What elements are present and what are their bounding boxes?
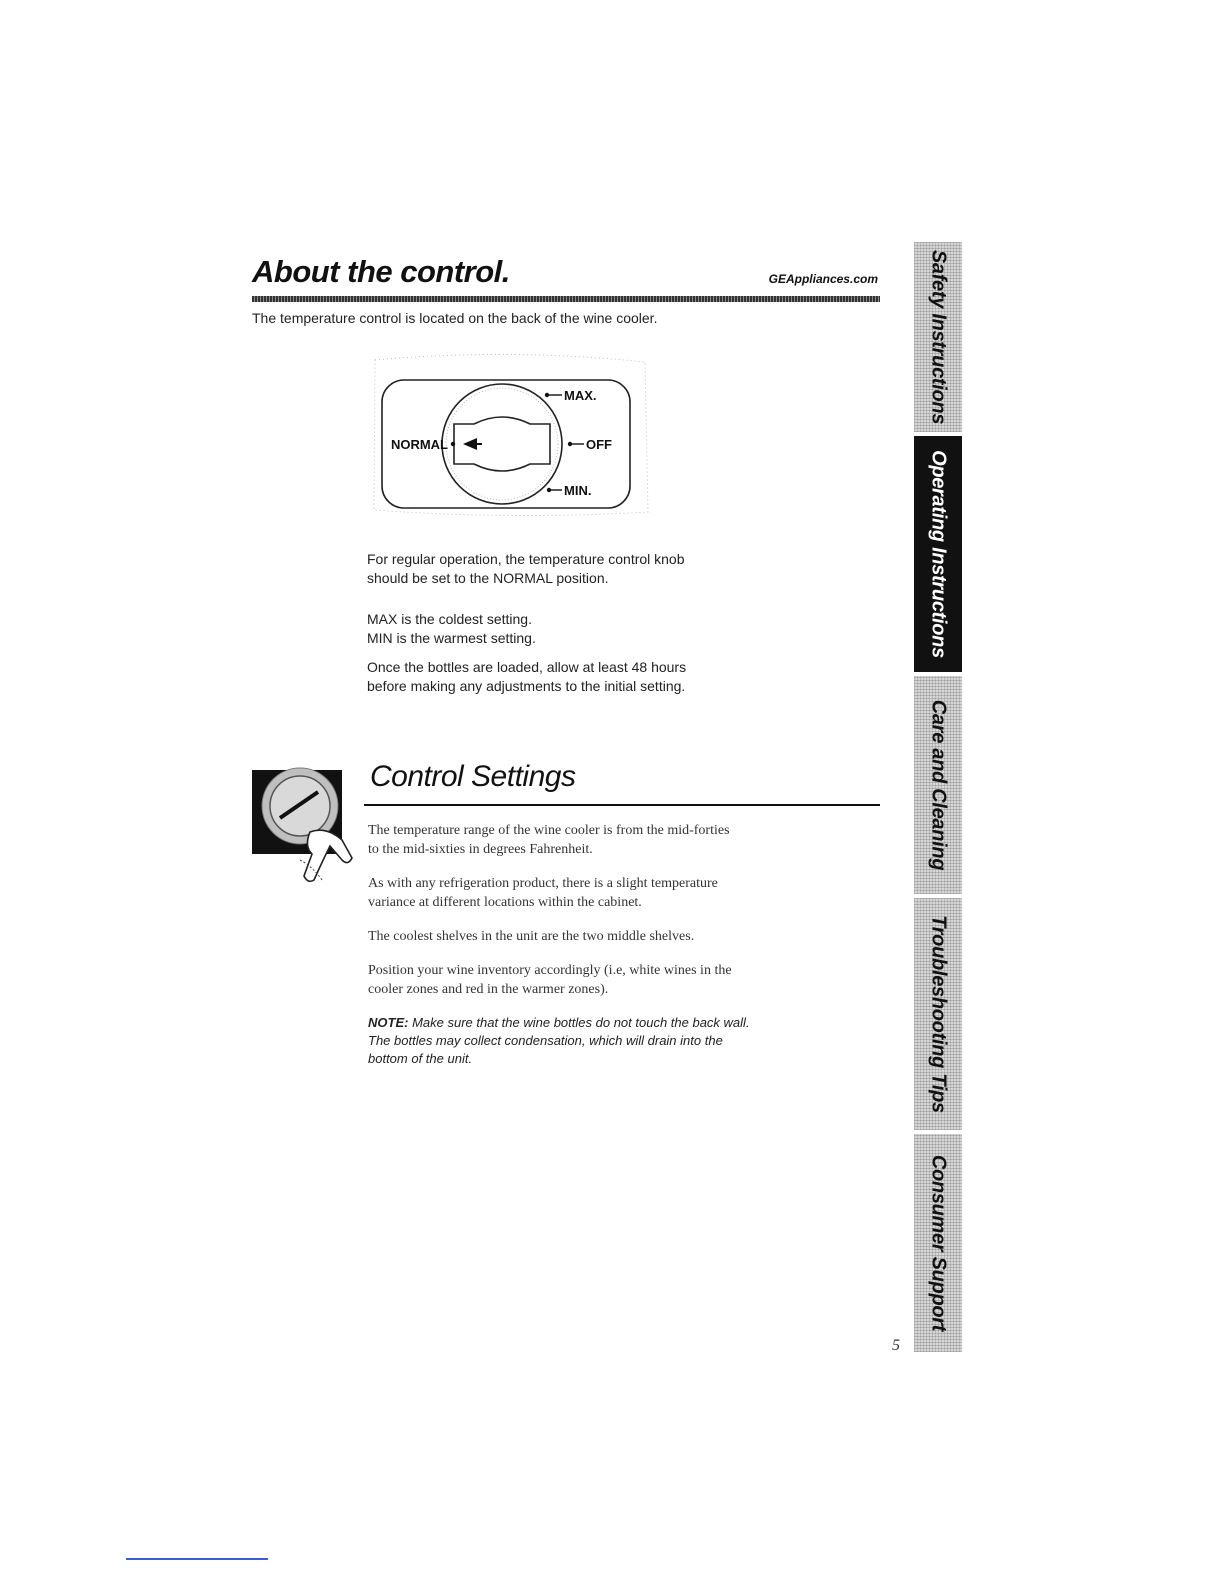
section-title: Control Settings [370,760,576,793]
tab-troubleshooting-tips[interactable] [914,898,962,1130]
note-block [368,1014,750,1068]
operation-p3-line: before making any adjustments to the initial setting. [367,678,686,694]
settings-p4-line: cooler zones and red in the warmer zones). [368,982,609,997]
tab-consumer-support[interactable] [914,1134,962,1352]
page-title: About the control. [252,254,510,289]
tab-care-and-cleaning[interactable] [914,676,962,894]
operation-paragraph-3 [367,658,686,696]
hand-turning-knob-icon [252,762,364,886]
section-rule [364,804,880,806]
settings-p1-line: The temperature range of the wine cooler is from the mid-forties [368,823,730,838]
settings-paragraph-2 [368,874,718,912]
tab-label: Safety Instructions [927,249,950,425]
dial-label-min: MIN. [564,483,592,498]
intro-text: The temperature control is located on the back of the wine cooler. [252,310,658,326]
settings-paragraph-4 [368,961,732,999]
header-rule [252,296,880,302]
note-line-2: The bottles may collect condensation, which will drain into the [368,1033,723,1048]
note-line-1 [368,1014,750,1032]
operation-paragraph-1 [367,550,685,588]
settings-p1-line: to the mid-sixties in degrees Fahrenheit. [368,842,593,857]
tab-label: Care and Cleaning [927,699,950,871]
operation-p1-line: For regular operation, the temperature control knob [367,551,685,567]
website-link[interactable]: GEAppliances.com [768,272,878,286]
temperature-dial-diagram [370,352,650,522]
tab-label: Operating Instructions [927,450,950,658]
operation-p1-line: should be set to the NORMAL position. [367,570,609,586]
dial-label-off: OFF [586,437,612,452]
note-text: Make sure that the wine bottles do not touch the back wall. [412,1015,750,1030]
settings-p2-line: variance at different locations within the cabinet. [368,895,642,910]
page-number: 5 [892,1337,900,1354]
footer-link-underline [126,1558,268,1560]
tab-operating-instructions[interactable] [914,436,962,672]
operation-paragraph-2 [367,610,536,648]
settings-p2-line: As with any refrigeration product, there is a slight temperature [368,876,718,891]
operation-p2-line: MAX is the coldest setting. [367,611,532,627]
note-line-3: bottom of the unit. [368,1051,473,1066]
note-label: NOTE: [368,1015,409,1030]
tab-safety-instructions[interactable] [914,242,962,432]
operation-p2-line: MIN is the warmest setting. [367,630,536,646]
tab-label: Consumer Support [927,1154,950,1332]
dial-label-normal: NORMAL [390,437,448,452]
dial-label-max: MAX. [564,388,597,403]
settings-paragraph-1 [368,821,730,859]
operation-p3-line: Once the bottles are loaded, allow at least 48 hours [367,659,687,675]
settings-paragraph-3: The coolest shelves in the unit are the two middle shelves. [368,929,695,944]
settings-p4-line: Position your wine inventory accordingly (i.e, white wines in the [368,963,732,978]
tab-label: Troubleshooting Tips [927,915,950,1113]
